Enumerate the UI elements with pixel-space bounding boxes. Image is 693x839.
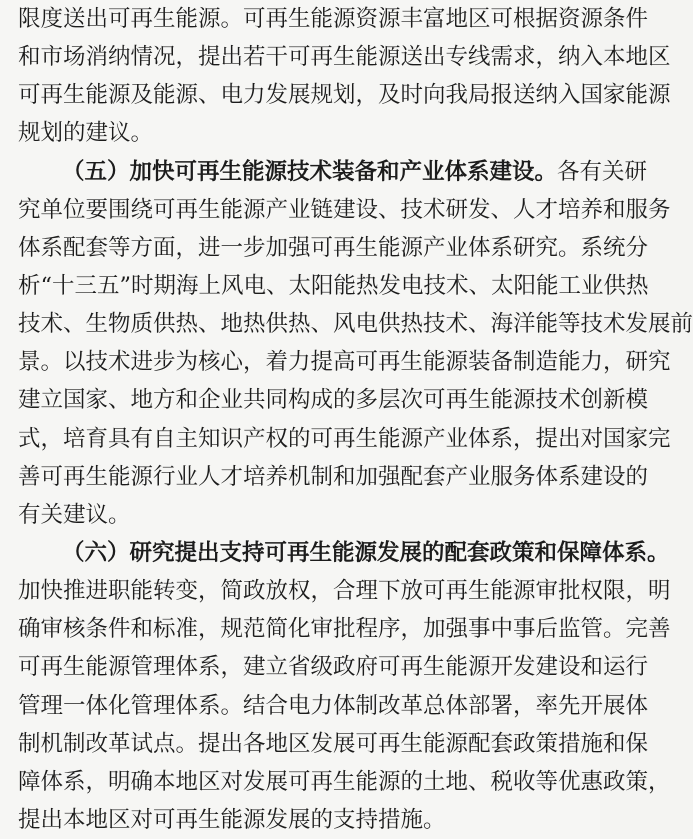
paragraph-line: 建立国家、地方和企业共同构成的多层次可再生能源技术创新模 [18, 387, 649, 413]
paragraph-line: 体系配套等方面，进一步加强可再生能源产业体系研究。系统分 [18, 235, 649, 261]
paragraph-line: 规划的建议。 [18, 120, 154, 146]
paragraph-line: 限度送出可再生能源。可再生能源资源丰富地区可根据资源条件 [18, 6, 649, 32]
paragraph-line: 障体系，明确本地区对发展可再生能源的土地、税收等优惠政策， [18, 769, 671, 795]
paragraph-line: 究单位要围绕可再生能源产业链建设、技术研发、人才培养和服务 [18, 197, 671, 223]
paragraph-line: 技术、生物质供热、地热供热、风电供热技术、海洋能等技术发展前 [18, 311, 693, 337]
section-heading: （六）研究提出支持可再生能源发展的配套政策和保障体系。 [62, 540, 670, 566]
paragraph-line: 提出本地区对可再生能源发展的支持措施。 [18, 807, 446, 833]
section-heading-line [62, 157, 648, 187]
paragraph-line: 式，培育具有自主知识产权的可再生能源产业体系，提出对国家完 [18, 426, 671, 452]
paragraph-line: 析“十三五”时期海上风电、太阳能热发电技术、太阳能工业供热 [18, 273, 649, 299]
paragraph-text: 各有关研 [557, 159, 648, 185]
paragraph-line: 善可再生能源行业人才培养机制和加强配套产业服务体系建设的 [18, 464, 649, 490]
paragraph-line: 有关建议。 [18, 502, 131, 528]
paragraph-line: 制机制改革试点。提出各地区发展可再生能源配套政策措施和保 [18, 731, 649, 757]
paragraph-line: 和市场消纳情况，提出若干可再生能源送出专线需求，纳入本地区 [18, 44, 671, 70]
section-heading: （五）加快可再生能源技术装备和产业体系建设。 [62, 159, 558, 185]
paragraph-line: 确审核条件和标准，规范简化审批程序，加强事中事后监管。完善 [18, 616, 671, 642]
paragraph-line: 可再生能源管理体系，建立省级政府可再生能源开发建设和运行 [18, 654, 649, 680]
paragraph-line: 景。以技术进步为核心，着力提高可再生能源装备制造能力，研究 [18, 349, 671, 375]
paragraph-line: 可再生能源及能源、电力发展规划，及时向我局报送纳入国家能源 [18, 82, 671, 108]
paragraph-line: 加快推进职能转变，简政放权，合理下放可再生能源审批权限，明 [18, 578, 671, 604]
paragraph-line: 管理一体化管理体系。结合电力体制改革总体部署，率先开展体 [18, 693, 649, 719]
